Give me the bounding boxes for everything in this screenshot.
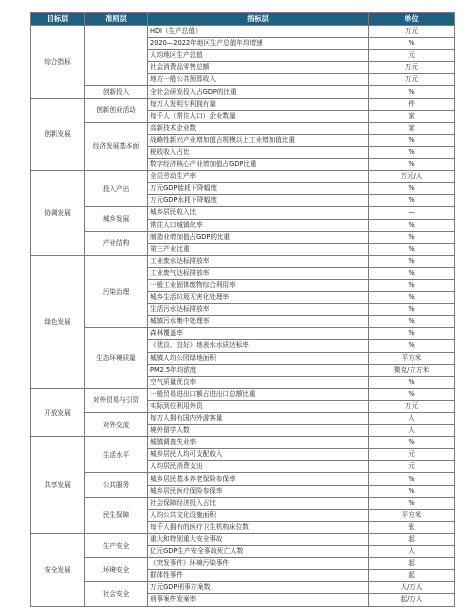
table-row — [31, 388, 455, 400]
table-row — [31, 582, 455, 594]
unit-cell: % — [369, 146, 455, 158]
table-row — [31, 558, 455, 570]
unit-cell: % — [369, 473, 455, 485]
unit-cell: 微克/立方米 — [369, 364, 455, 376]
criterion-layer-cell: 创新创业活动 — [85, 98, 148, 122]
indicator-cell: 全社会研发投入占GDP的比重 — [148, 86, 369, 98]
unit-cell: 万元 — [369, 62, 455, 74]
table-row — [31, 533, 455, 545]
unit-cell: 人 — [369, 425, 455, 437]
criterion-layer-cell: 创新投入 — [85, 86, 148, 98]
criterion-layer-cell: 民生保障 — [85, 497, 148, 533]
indicator-cell: 社会保障经济投入占比 — [148, 497, 369, 509]
indicator-cell: 群体性事件 — [148, 570, 369, 582]
unit-cell: % — [369, 316, 455, 328]
indicator-cell: 常住人口城镇化率 — [148, 219, 369, 231]
unit-cell: 起 — [369, 558, 455, 570]
indicator-cell: 人均地区生产总值 — [148, 50, 369, 62]
criterion-layer-cell: 社会安全 — [85, 582, 148, 606]
criterion-layer-cell: 城乡发展 — [85, 207, 148, 231]
indicator-cell: PM2.5年均浓度 — [148, 364, 369, 376]
unit-cell: % — [369, 243, 455, 255]
table-row — [31, 437, 455, 449]
unit-cell: — — [369, 207, 455, 219]
indicator-cell: HDI（生产总值） — [148, 26, 369, 38]
indicator-cell: 万元GDP水耗下降幅度 — [148, 195, 369, 207]
indicator-cell: 工业废气达标排放率 — [148, 267, 369, 279]
criterion-layer-cell: 环境安全 — [85, 558, 148, 582]
indicator-cell: 亿元GDP生产安全事故死亡人数 — [148, 546, 369, 558]
criterion-layer-cell: 投入产出 — [85, 171, 148, 207]
indicator-cell: 一般贸易进出口额占进出口总额比重 — [148, 388, 369, 400]
unit-cell: % — [369, 388, 455, 400]
indicator-cell: 万元GDP能耗下降幅度 — [148, 183, 369, 195]
table-row — [31, 122, 455, 134]
unit-cell: % — [369, 267, 455, 279]
indicator-cell: 每千人（常住人口）企业数量 — [148, 110, 369, 122]
table-row — [31, 255, 455, 267]
indicator-cell: 全员劳动生产率 — [148, 171, 369, 183]
unit-cell: % — [369, 376, 455, 388]
table-row — [31, 171, 455, 183]
header-indicator-layer: 指标层 — [148, 13, 369, 26]
unit-cell: 平方米 — [369, 352, 455, 364]
table-row — [31, 86, 455, 98]
unit-cell: % — [369, 279, 455, 291]
unit-cell: % — [369, 231, 455, 243]
criterion-layer-cell: 对外贸易与引资 — [85, 388, 148, 412]
indicator-cell: 城乡居民基本养老保险参保率 — [148, 473, 369, 485]
criterion-layer-cell: 污染治理 — [85, 255, 148, 328]
indicator-cell: 地方一般公共预算收入 — [148, 74, 369, 86]
table-row — [31, 207, 455, 219]
target-layer-cell: 综合指标 — [31, 26, 85, 99]
indicator-cell: 刑事案件发案率 — [148, 594, 369, 606]
indicator-cell: 城乡生活垃圾无害化处理率 — [148, 292, 369, 304]
unit-cell: 家 — [369, 122, 455, 134]
indicator-cell: 城乡居民人均可支配收入 — [148, 449, 369, 461]
target-layer-cell: 开放发展 — [31, 388, 85, 436]
criterion-layer-cell: 生态环境质量 — [85, 328, 148, 388]
unit-cell: 张 — [369, 521, 455, 533]
indicator-cell: 森林覆盖率 — [148, 328, 369, 340]
indicator-cell: 高新技术企业数 — [148, 122, 369, 134]
unit-cell: % — [369, 497, 455, 509]
indicator-cell: 城乡居民收入比 — [148, 207, 369, 219]
unit-cell: % — [369, 159, 455, 171]
unit-cell: % — [369, 485, 455, 497]
unit-cell: % — [369, 255, 455, 267]
unit-cell: 人 — [369, 413, 455, 425]
table-row — [31, 328, 455, 340]
target-layer-cell: 协调发展 — [31, 171, 85, 256]
unit-cell: 元 — [369, 461, 455, 473]
unit-cell: % — [369, 219, 455, 231]
unit-cell: 万元 — [369, 400, 455, 412]
indicator-cell: 人均公共文化设施面积 — [148, 509, 369, 521]
table-row — [31, 473, 455, 485]
indicator-cell: 一般工业固体废物综合利用率 — [148, 279, 369, 291]
target-layer-cell: 共享发展 — [31, 437, 85, 534]
unit-cell: 人/万人 — [369, 582, 455, 594]
unit-cell: 万元 — [369, 74, 455, 86]
unit-cell: 元 — [369, 50, 455, 62]
criterion-layer-cell: 生产安全 — [85, 533, 148, 557]
indicator-table — [30, 12, 455, 607]
unit-cell: % — [369, 437, 455, 449]
indicator-cell: 城镇调查失业率 — [148, 437, 369, 449]
criterion-layer-cell: 经济发展基本面 — [85, 122, 148, 170]
unit-cell: 万元/人 — [369, 171, 455, 183]
unit-cell: 起 — [369, 533, 455, 545]
table-row — [31, 231, 455, 243]
unit-cell: 元 — [369, 449, 455, 461]
indicator-cell: 社会消费品零售总额 — [148, 62, 369, 74]
indicator-cell: 境外留学人数 — [148, 425, 369, 437]
indicator-cell: 《突发事件》环境污染事件 — [148, 558, 369, 570]
indicator-cell: 工业废水达标排放率 — [148, 255, 369, 267]
indicator-cell: 每万人发明专利拥有量 — [148, 98, 369, 110]
unit-cell: % — [369, 340, 455, 352]
header-row — [31, 13, 455, 26]
indicator-cell: 《优良、良好》地表水水质达标率 — [148, 340, 369, 352]
indicator-cell: 万元GDP刑事立案数 — [148, 582, 369, 594]
target-layer-cell: 绿色发展 — [31, 255, 85, 388]
indicator-cell: 每万人拥有国内外游客量 — [148, 413, 369, 425]
table-row — [31, 497, 455, 509]
unit-cell: % — [369, 195, 455, 207]
indicator-cell: 制造业增加值占GDP的比重 — [148, 231, 369, 243]
unit-cell: % — [369, 304, 455, 316]
unit-cell: 件 — [369, 98, 455, 110]
indicator-cell: 税收收入占比 — [148, 146, 369, 158]
unit-cell: % — [369, 86, 455, 98]
table-header — [31, 13, 455, 26]
criterion-layer-cell: 对外交流 — [85, 413, 148, 437]
criterion-layer-cell: 生活水平 — [85, 437, 148, 473]
unit-cell: % — [369, 134, 455, 146]
header-unit: 单位 — [369, 13, 455, 26]
table-row — [31, 26, 455, 38]
indicator-cell: 城乡居民医疗保险参保率 — [148, 485, 369, 497]
indicator-cell: 2020—2022年地区生产总值年均增速 — [148, 38, 369, 50]
indicator-cell: 人均居民消费支出 — [148, 461, 369, 473]
indicator-cell: 战略性新兴产业增加值占规模以上工业增加值比重 — [148, 134, 369, 146]
unit-cell: 起/万人 — [369, 594, 455, 606]
criterion-layer-cell: 公共服务 — [85, 473, 148, 497]
indicator-cell: 第三产业比重 — [148, 243, 369, 255]
unit-cell: % — [369, 292, 455, 304]
criterion-layer-cell — [85, 26, 148, 86]
table-row — [31, 413, 455, 425]
unit-cell: % — [369, 328, 455, 340]
target-layer-cell: 创新发展 — [31, 98, 85, 171]
header-criterion-layer: 准则层 — [85, 13, 148, 26]
indicator-cell: 每千人拥有的医疗卫生机构床位数 — [148, 521, 369, 533]
indicator-cell: 城镇污水集中处理率 — [148, 316, 369, 328]
indicator-cell: 重大和特别重大安全事故 — [148, 533, 369, 545]
indicator-cell: 城镇人均公园绿地面积 — [148, 352, 369, 364]
unit-cell: 平方米 — [369, 509, 455, 521]
table-body — [31, 26, 455, 607]
unit-cell: 万元 — [369, 26, 455, 38]
indicator-cell: 生活污水达标排放率 — [148, 304, 369, 316]
target-layer-cell: 安全发展 — [31, 533, 85, 606]
indicator-cell: 实际到位利用外资 — [148, 400, 369, 412]
unit-cell: 起 — [369, 570, 455, 582]
criterion-layer-cell: 产业结构 — [85, 231, 148, 255]
unit-cell: 家 — [369, 110, 455, 122]
header-target-layer: 目标层 — [31, 13, 85, 26]
table-row — [31, 98, 455, 110]
unit-cell: % — [369, 183, 455, 195]
indicator-cell: 数字经济核心产业增加值占GDP比重 — [148, 159, 369, 171]
unit-cell: 人 — [369, 546, 455, 558]
indicator-cell: 空气质量优良率 — [148, 376, 369, 388]
unit-cell: % — [369, 38, 455, 50]
